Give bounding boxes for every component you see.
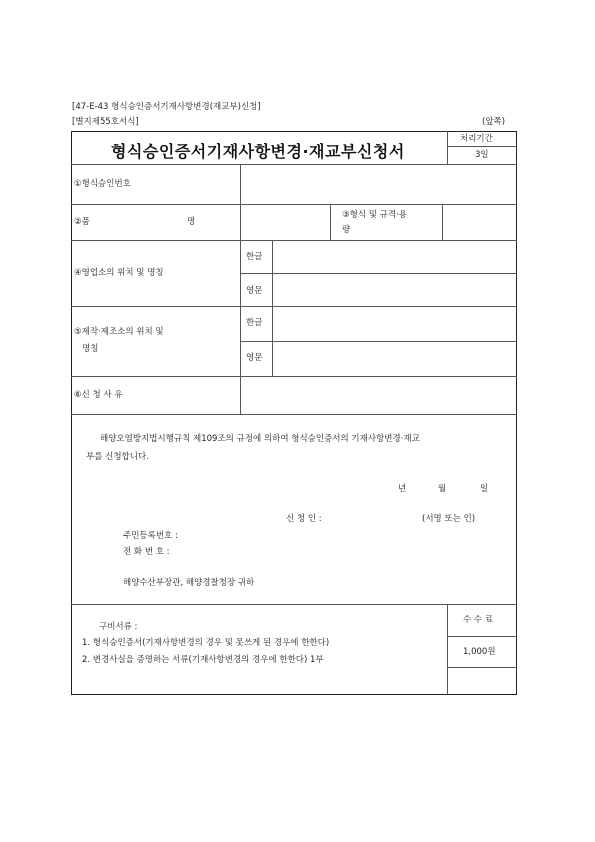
factory-english-label: 영문 xyxy=(246,353,263,363)
processing-period-value: 3일 xyxy=(475,150,489,160)
fee-amount: 1,000원 xyxy=(463,647,496,657)
date-month: 월 xyxy=(438,484,447,494)
documents-item-1: 1. 형식승인증서(기재사항변경의 경우 및 못쓰게 된 경우에 한한다) xyxy=(82,638,330,648)
date-day: 일 xyxy=(480,484,489,494)
documents-item-2: 2. 변경사실을 증명하는 서류(기재사항변경의 경우에 한한다) 1부 xyxy=(82,655,324,665)
business-english-label: 영문 xyxy=(246,286,263,296)
phone-label: 전 화 번 호 : xyxy=(123,547,170,557)
type-spec-field[interactable] xyxy=(444,206,515,239)
annex-label: [별지제55호서식] xyxy=(72,117,139,127)
reason-label: ⑥신 청 사 유 xyxy=(74,390,123,400)
factory-korean-label: 한글 xyxy=(246,318,263,328)
product-name-label: ②품 xyxy=(74,217,90,227)
signature-note: (서명 또는 인) xyxy=(422,514,476,524)
factory-location-label: ⑤제작·제조소의 위치 및 xyxy=(74,327,164,337)
business-english-field[interactable] xyxy=(274,275,515,305)
documents-heading: 구비서류 : xyxy=(99,622,138,632)
type-spec-label-2: 량 xyxy=(342,225,351,235)
form-code: [47-E-43 형식승인증서기재사항변경(재교부)신청] xyxy=(72,102,261,112)
recipient-label: 해양수산부장관, 해양경찰청장 귀하 xyxy=(123,578,255,588)
statement-line-1: 해양오염방지법시행규칙 제109조의 규정에 의하여 형식승인증서의 기재사항변경·재교 xyxy=(100,434,420,444)
approval-number-field[interactable] xyxy=(242,166,515,203)
processing-period-label: 처리기간 xyxy=(460,134,493,144)
date-year: 년 xyxy=(398,484,407,494)
business-korean-field[interactable] xyxy=(274,242,515,272)
statement-line-2: 부를 신청합니다. xyxy=(86,452,149,462)
approval-number-label: ①형식승인번호 xyxy=(74,179,131,189)
type-spec-label: ③형식 및 규격·용 xyxy=(342,210,407,220)
applicant-label: 신 청 인 : xyxy=(286,514,322,524)
form-title: 형식승인증서기재사항변경·재교부신청서 xyxy=(111,142,405,161)
business-korean-label: 한글 xyxy=(246,252,263,262)
factory-location-label-2: 명칭 xyxy=(82,344,99,354)
factory-korean-field[interactable] xyxy=(274,308,515,340)
business-location-label: ④영업소의 위치 및 명칭 xyxy=(74,268,164,278)
product-name-field[interactable] xyxy=(242,206,329,239)
factory-english-field[interactable] xyxy=(274,343,515,375)
page-side-label: (앞쪽) xyxy=(482,117,506,127)
product-name-label-2: 명 xyxy=(187,217,196,227)
resident-number-label: 주민등록번호 : xyxy=(123,531,178,541)
fee-label: 수 수 료 xyxy=(463,615,494,625)
reason-field[interactable] xyxy=(242,378,515,413)
